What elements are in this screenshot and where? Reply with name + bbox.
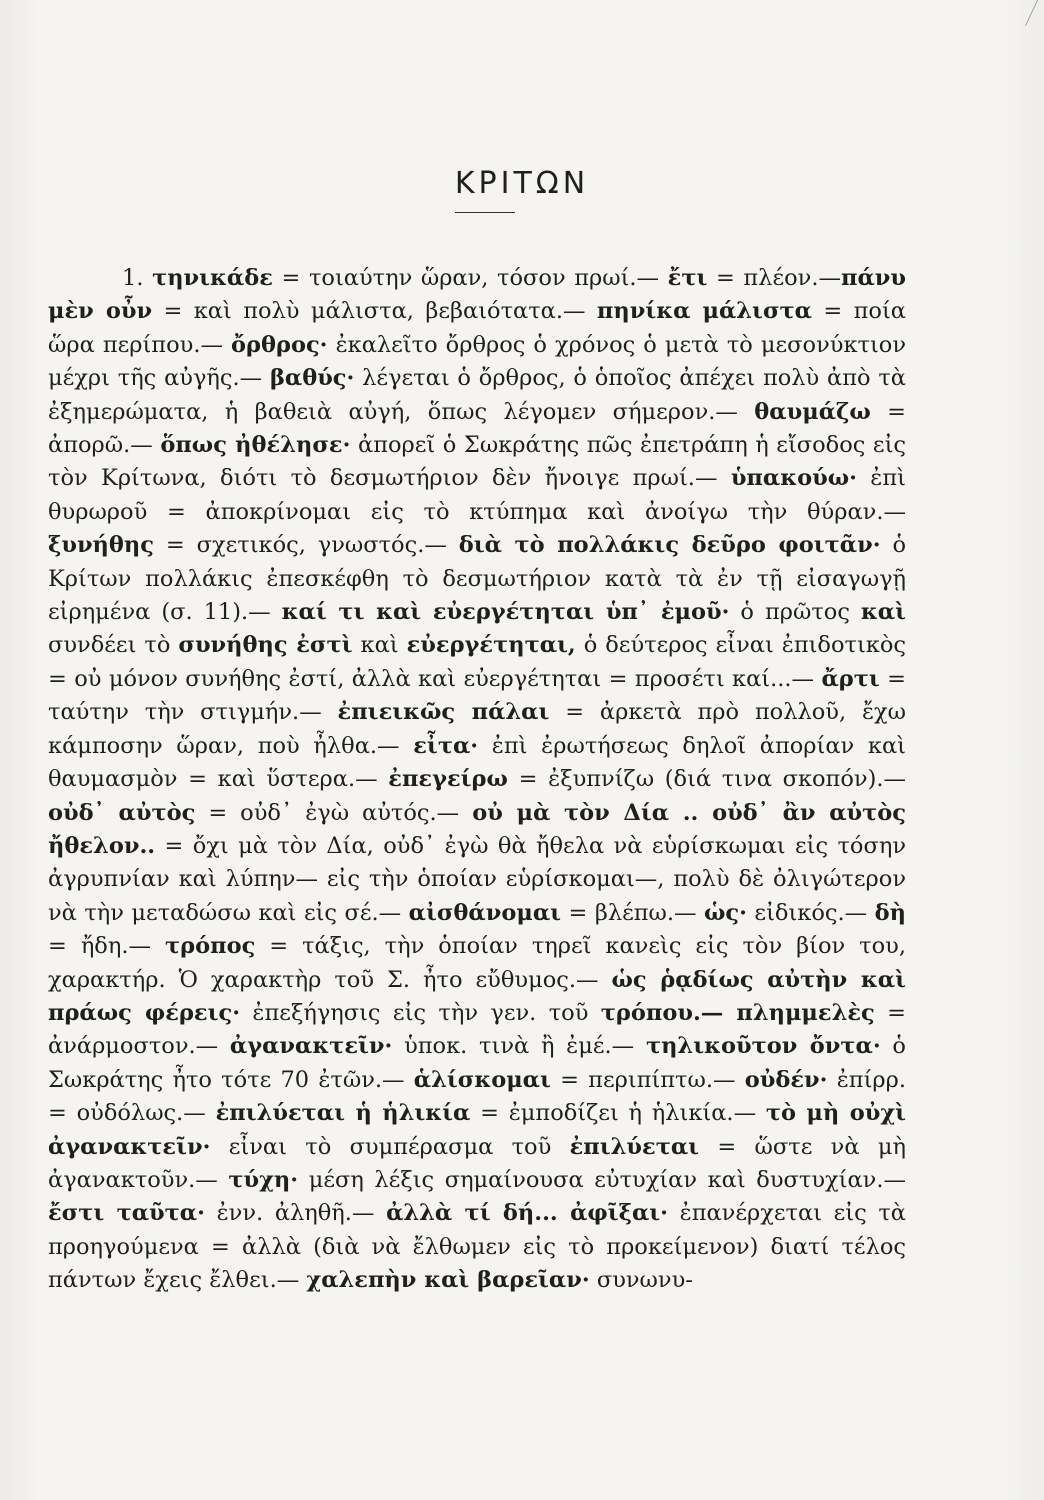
- lemma-term: τὸ μὴ οὐχὶ ἀγανακτεῖν·: [48, 1100, 907, 1160]
- gloss-text: εἰδικός.—: [746, 899, 875, 926]
- lemma-term: ὡς·: [704, 899, 747, 926]
- commentary-paragraph: [48, 262, 906, 1298]
- gloss-text: = ὥστε νὰ μὴ ἀγανακτοῦν.—: [48, 1133, 906, 1193]
- gloss-text: = τοιαύτην ὥραν, τόσον πρωί.—: [272, 265, 668, 291]
- lemma-term: τρόπου.— πλημμελὲς: [600, 999, 875, 1026]
- lemma-term: οὐδέν·: [744, 1066, 828, 1093]
- lemma-term: τηνικάδε: [152, 265, 273, 291]
- lemma-term: ὡς ῥᾳδίως αὐτὴν καὶ πράως φέρεις·: [48, 966, 906, 1026]
- lemma-term: οὐδ᾽ αὐτὸς: [48, 799, 196, 826]
- gloss-text: = ἀρκετὰ πρὸ πολλοῦ, ἔχω κάμποσην ὥραν, ποὺ ἦλθα.—: [48, 699, 907, 759]
- lemma-term: ἀλλὰ τί δή... ἀφῖξαι·: [386, 1200, 668, 1227]
- gloss-text: = ἐμποδίζει ἡ ἡλικία.—: [470, 1100, 766, 1127]
- lemma-term: εὐεργέτηται,: [406, 632, 576, 659]
- gloss-text: ἀπορεῖ ὁ Σωκράτης πῶς ἐπετράπη ἡ εἴσοδος εἰς τὸν Κρίτωνα, διότι τὸ δεσμωτήριον δὲν ἤνοιγε πρωί.—: [48, 432, 906, 492]
- gloss-text: ὁ δεύτερος εἶναι ἐπιδοτικὸς = οὐ μόνον συνήθης ἐστί, ἀλλὰ καὶ εὐεργέτηται = προσέτι καί...—: [48, 632, 906, 692]
- lemma-term: δὴ: [874, 899, 906, 926]
- running-head: [330, 52, 910, 82]
- lemma-term: πηνίκα μάλιστα: [596, 298, 812, 325]
- gloss-text: καὶ: [352, 632, 407, 659]
- gloss-text: ἐπανέρχεται εἰς τὰ προηγούμενα = ἀλλὰ (διὰ νὰ ἔλθωμεν εἰς τὸ προκείμενον) διατί τέλος πάντων ἔχεις ἔλθει.—: [48, 1200, 906, 1294]
- lemma-term: ἔστι ταῦτα·: [48, 1200, 205, 1227]
- gloss-text: = οὐδ᾽ ἐγὼ αὐτός.—: [195, 799, 473, 826]
- gloss-text: = ἐξυπνίζω (διά τινα σκοπόν).—: [507, 766, 906, 793]
- lemma-term: ἐπιλύεται ἡ ἡλικία: [215, 1100, 471, 1127]
- gloss-text: ἐπεξήγησις εἰς τὴν γεν. τοῦ: [240, 999, 601, 1026]
- gloss-text: ὁ Κρίτων πολλάκις ἐπεσκέφθη τὸ δεσμωτήριον κατὰ τὰ ἐν τῇ εἰσαγωγῇ εἰρημένα (σ. 11).—: [48, 532, 906, 626]
- gloss-text: = πλέον.—: [707, 265, 841, 291]
- gloss-text: = περιπίπτω.—: [550, 1066, 745, 1093]
- gloss-text: = ἤδη.—: [48, 933, 165, 960]
- lemma-term: ἀγανακτεῖν·: [229, 1033, 393, 1060]
- lemma-term: τύχη·: [228, 1166, 299, 1193]
- gloss-text: 1.: [122, 265, 153, 291]
- gloss-text: = ἀνάρμοστον.—: [48, 999, 906, 1060]
- lemma-term: ξυνήθης: [48, 532, 154, 559]
- gloss-text: λέγεται ὁ ὄρθρος, ὁ ὁποῖος ἀπέχει πολὺ ἀπὸ τὰ ἐξημερώματα, ἡ βαθειὰ αὐγή, ὅπως λέγομεν σήμερον.—: [48, 365, 906, 425]
- gloss-text: = τάξις, τὴν ὁποίαν τηρεῖ κανεὶς εἰς τὸν βίον του, χαρακτήρ. Ὁ χαρακτὴρ τοῦ Σ. ἦτο εὔθυμος.—: [48, 933, 906, 993]
- gloss-text: ἐνν. ἀληθῆ.—: [204, 1200, 387, 1227]
- gloss-text: ἐπίρρ. = οὐδόλως.—: [48, 1066, 906, 1127]
- lemma-term: πάνυ μὲν οὖν: [48, 265, 906, 325]
- lemma-term: ἁλίσκομαι: [413, 1066, 551, 1093]
- gloss-text: ἐκαλεῖτο ὄρθρος ὁ χρόνος ὁ μετὰ τὸ μεσονύκτιον μέχρι τῆς αὐγῆς.—: [48, 331, 907, 392]
- gloss-text: εἶναι τὸ συμπέρασμα τοῦ: [210, 1133, 570, 1160]
- lemma-term: διὰ τὸ πολλάκις δεῦρο φοιτᾶν·: [458, 532, 881, 559]
- gloss-text: = ποία ὥρα περίπου.—: [48, 298, 906, 358]
- lemma-term: ἐπιλύεται: [569, 1133, 700, 1160]
- lemma-term: τρόπος: [164, 933, 256, 960]
- gloss-text: = ἀπορῶ.—: [48, 398, 906, 459]
- gloss-text: συνωνυ-: [589, 1267, 693, 1294]
- gloss-text: = σχετικός, γνωστός.—: [153, 532, 459, 559]
- lemma-term: βαθύς·: [269, 365, 355, 392]
- lemma-term: οὐ μὰ τὸν Δία .. οὐδ᾽ ἂν αὐτὸς ἤθελον..: [48, 799, 906, 859]
- lemma-term: εἶτα·: [413, 732, 479, 759]
- lemma-term: ὑπακούω·: [730, 465, 857, 492]
- gloss-text: = ὄχι μὰ τὸν Δία, οὐδ᾽ ἐγὼ θὰ ἤθελα νὰ εὑρίσκωμαι εἰς τόσην ἀγρυπνίαν καὶ λύπην— εἰς τὴν ὁποίαν εὑρίσκομαι—, πολὺ δὲ ὀλιγώτερον νὰ τὴν μεταδώσω καὶ εἰς σέ.—: [48, 832, 906, 926]
- lemma-term: καί τι καὶ εὐεργέτηται ὑπ᾽ ἐμοῦ·: [281, 599, 730, 626]
- title-rule: [455, 212, 515, 213]
- lemma-term: χαλεπὴν καὶ βαρεῖαν·: [306, 1267, 590, 1294]
- gloss-text: = βλέπω.—: [561, 899, 704, 926]
- lemma-term: ἐπεγείρω: [388, 766, 508, 793]
- gloss-text: ὁ πρῶτος: [729, 599, 861, 626]
- gloss-text: = καὶ πολὺ μάλιστα, βεβαιότατα.—: [152, 298, 597, 325]
- lemma-term: συνήθης ἐστὶ: [178, 632, 353, 659]
- lemma-term: ὅπως ἠθέλησε·: [160, 432, 351, 459]
- gloss-text: ὑποκ. τινὰ ἢ ἐμέ.—: [392, 1033, 646, 1060]
- gloss-text: ὁ Σωκράτης ἦτο τότε 70 ἐτῶν.—: [48, 1033, 906, 1093]
- lemma-term: ἐπιεικῶς πάλαι: [337, 699, 550, 726]
- gloss-text: ἐπὶ θυρωροῦ = ἀποκρίνομαι εἰς τὸ κτύπημα καὶ ἀνοίγω τὴν θύραν.—: [48, 465, 906, 525]
- gloss-text: ἐπὶ ἐρωτήσεως δηλοῖ ἀπορίαν καὶ θαυμασμὸν = καὶ ὕστερα.—: [48, 732, 906, 793]
- lemma-term: καὶ: [860, 599, 906, 626]
- lemma-term: τηλικοῦτον ὄντα·: [645, 1033, 881, 1060]
- gloss-text: μέση λέξις σημαίνουσα εὐτυχίαν καὶ δυστυχίαν.—: [298, 1166, 906, 1193]
- page-title: ΚΡΙΤΩΝ: [454, 166, 590, 201]
- lemma-term: ἄρτι: [821, 665, 880, 692]
- lemma-term: ἔτι: [667, 265, 708, 291]
- lemma-term: θαυμάζω: [754, 398, 871, 425]
- lemma-term: ὄρθρος·: [231, 331, 328, 358]
- gloss-text: = ταύτην τὴν στιγμήν.—: [48, 665, 906, 726]
- gloss-text: συνδέει τὸ: [48, 632, 179, 659]
- lemma-term: αἰσθάνομαι: [408, 899, 562, 926]
